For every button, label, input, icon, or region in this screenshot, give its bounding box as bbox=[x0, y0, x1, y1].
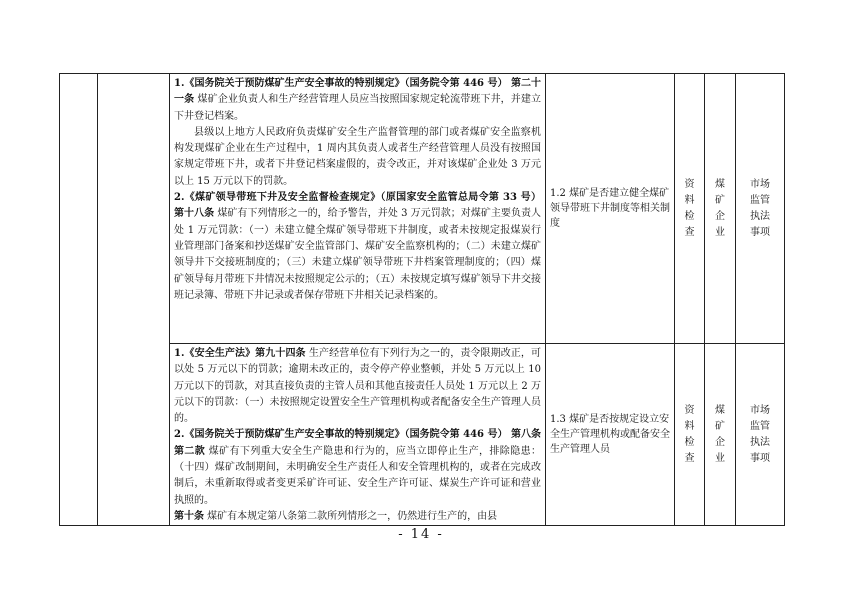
check-target-cell: 煤矿企业 bbox=[705, 344, 736, 526]
clause-text: 煤矿企业负责人和生产经营管理人员应当按照国家规定轮流带班下井，并建立下井登记档案。 bbox=[174, 94, 541, 122]
clause-heading: 2.《国务院关于预防煤矿生产安全事故的特别规定》（国务院令第 446 号） 第八条第二款 bbox=[174, 429, 541, 457]
legal-clause bbox=[174, 125, 541, 190]
legal-clause bbox=[174, 427, 541, 508]
table-cell-empty bbox=[60, 74, 98, 526]
clause-heading: 第十条 bbox=[174, 510, 204, 522]
legal-clause bbox=[174, 190, 541, 304]
category-cell: 市场监管执法事项 bbox=[736, 74, 785, 344]
clause-heading: 1.《安全生产法》第九十四条 bbox=[174, 348, 306, 359]
clause-heading: 1.《国务院关于预防煤矿生产安全事故的特别规定》（国务院令第 446 号） 第二十一条 bbox=[174, 78, 541, 106]
check-target-cell: 煤矿企业 bbox=[705, 74, 736, 344]
clause-heading: 2.《煤矿领导带班下井及安全监督检查规定》（原国家安全监管总局令第 33 号） 第十八条 bbox=[174, 192, 541, 220]
table-row bbox=[60, 74, 785, 344]
regulation-table bbox=[59, 73, 785, 526]
page-number: - 14 - bbox=[398, 527, 444, 542]
legal-clause bbox=[174, 76, 541, 125]
check-item-cell: 1.3 煤矿是否按规定设立安全生产管理机构或配备安全生产管理人员 bbox=[546, 344, 675, 526]
clause-text: 煤矿有下列情形之一的，给予警告，并处 3 万元罚款；对煤矿主要负责人处 1 万元罚款：（一）未建立健全煤矿领导带班下井制度，或者未按规定报煤炭行业管理部门备案和抄送煤矿安全监管部门、煤矿安全监察机构的；（二）未建立煤矿领导井下交接班制度的；（三）未建立煤矿领导带班下井档案管理制度的；（四）煤矿领导每月带班下井情况未按照规定公示的；（五）未按规定填写煤矿领导下井交接班记录簿、带班下井记录或者保存带班下井相关记录档案的。 bbox=[174, 208, 541, 301]
table-cell-empty bbox=[98, 74, 170, 526]
clause-text: 县级以上地方人民政府负责煤矿安全生产监督管理的部门或者煤矿安全监察机构发现煤矿企业在生产过程中，1 周内其负责人或者生产经营管理人员没有按照国家规定带班下井，或者下井登记档案虚假的，责令改正，并对该煤矿企业处 3 万元以上 15 万元以下的罚款。 bbox=[174, 126, 541, 187]
legal-basis-cell bbox=[170, 344, 546, 526]
check-item-cell: 1.2 煤矿是否建立健全煤矿领导带班下井制度等相关制度 bbox=[546, 74, 675, 344]
check-method-cell: 资料检查 bbox=[675, 74, 705, 344]
legal-clause bbox=[174, 346, 541, 427]
clause-text: 生产经营单位有下列行为之一的，责令限期改正，可以处 5 万元以下的罚款；逾期未改正的，责令停产停业整顿，并处 5 万元以上 10 万元以下的罚款，对其直接负责的主管人员和其他直接责任人员处 1 万元以上 2 万元以下的罚款：（一）未按照规定设置安全生产管理机构或者配备安全生产管理人员的。 bbox=[174, 348, 541, 425]
check-method-cell: 资料检查 bbox=[675, 344, 705, 526]
clause-text: 煤矿有本规定第八条第二款所列情形之一，仍然进行生产的，由县 bbox=[204, 510, 498, 522]
category-cell: 市场监管执法事项 bbox=[736, 344, 785, 526]
clause-text: 煤矿有下列重大安全生产隐患和行为的，应当立即停止生产，排除隐患：（十四）煤矿改制期间，未明确安全生产责任人和安全管理机构的，或者在完成改制后，未重新取得或者变更采矿许可证、安全生产许可证、煤炭生产许可证和营业执照的。 bbox=[174, 445, 541, 506]
legal-basis-cell bbox=[170, 74, 546, 344]
legal-clause bbox=[174, 509, 541, 525]
